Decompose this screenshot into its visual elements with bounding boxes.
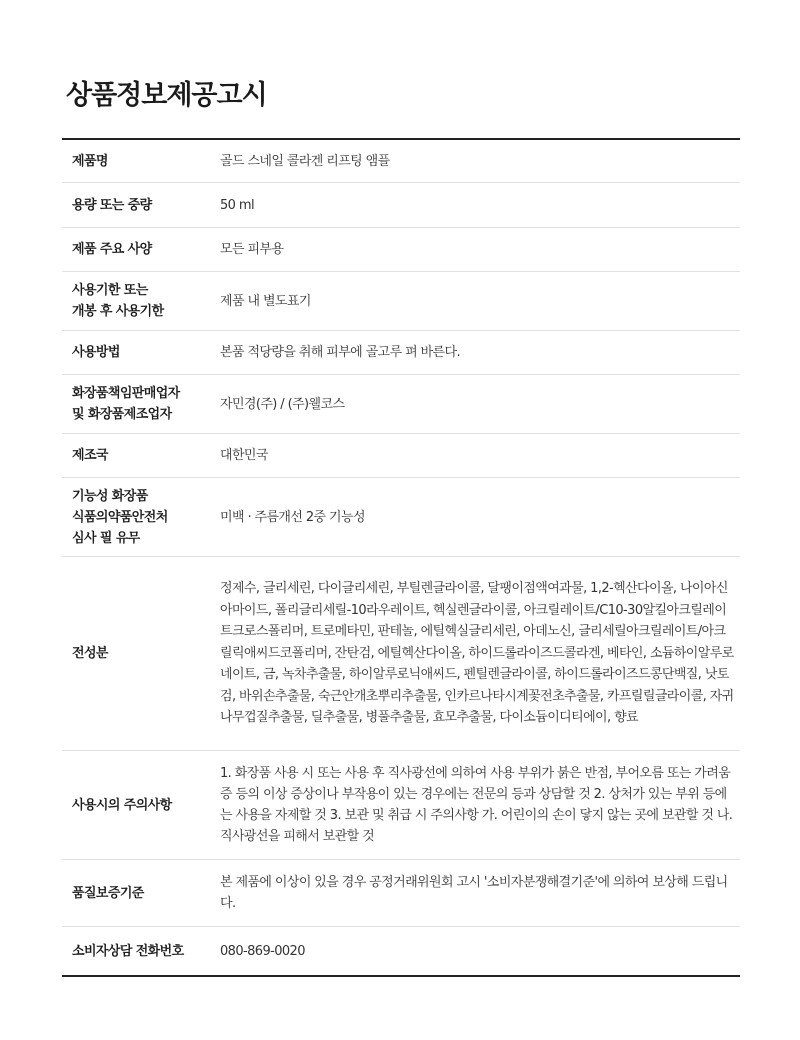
table-row-country — [62, 434, 740, 478]
row-value: 골드 스네일 콜라겐 리프팅 앰플 — [220, 153, 390, 169]
product-info-table — [62, 138, 740, 977]
table-row-precautions — [62, 751, 740, 860]
table-row-functional — [62, 478, 740, 557]
row-label: 사용시의 주의사항 — [72, 797, 172, 813]
row-value: 정제수, 글리세린, 다이글리세린, 부틸렌글라이콜, 달팽이점액여과물, 1,2-헥산다이올, 나이아신아마이드, 폴리글리세릴-10라우레이트, 헥실렌글라이콜, 아크릴레이트/C10-30알킬아크릴레이트크로스폴리머, 트로메타민, 판테놀, 에틸헥실글리세린, 아데노신, 글리세릴아크릴레이트/아크릴릭애씨드코폴리머, 잔탄검, 에틸헥산다이올, 하이드롤라이즈드콜라겐, 베타인, 소듐하이알루로네이트, 금, 녹차추출물, 하이알루로닉애씨드, 펜틸렌글라이콜, 하이드롤라이즈드콩단백질, 낫토검, 바위손추출물, 숙근안개초뿌리추출물, 인카르나타시계꽃전초추출물, 카프릴릴글라이콜, 자귀나무껍질추출물, 딜추출물, 병풀추출물, 효모추출물, 다이소듐이디티에이, 향료 — [220, 581, 734, 726]
row-label: 품질보증기준 — [72, 885, 144, 901]
table-row-quality — [62, 860, 740, 927]
page-title: 상품정보제공고시 — [66, 80, 267, 111]
row-value: 대한민국 — [220, 448, 268, 463]
table-row-expiry — [62, 272, 740, 331]
row-value: 080-869-0020 — [220, 943, 305, 959]
row-value: 본 제품에 이상이 있을 경우 공정거래위원회 고시 '소비자분쟁해결기준'에 의하여 보상해 드립니다. — [220, 875, 728, 911]
row-value: 제품 내 별도표기 — [220, 293, 311, 309]
row-value: 본품 적당량을 취해 피부에 골고루 펴 바른다. — [220, 345, 460, 360]
row-label: 기능성 화장품 식품의약품안전처 심사 필 유무 — [72, 488, 168, 546]
row-label: 용량 또는 중량 — [72, 197, 152, 213]
row-value: 자민경(주) / (주)웰코스 — [220, 396, 345, 412]
table-row-contact — [62, 927, 740, 975]
table-row-usage — [62, 331, 740, 375]
table-row-spec — [62, 228, 740, 272]
row-label: 소비자상담 전화번호 — [72, 943, 184, 959]
row-value: 모든 피부용 — [220, 242, 284, 257]
table-row-manufacturer — [62, 375, 740, 434]
table-row-ingredients — [62, 557, 740, 751]
row-label: 제품명 — [72, 153, 108, 169]
row-label: 제조국 — [72, 448, 108, 463]
table-row-volume — [62, 183, 740, 228]
row-label: 사용방법 — [72, 345, 120, 360]
row-label: 전성분 — [72, 646, 108, 661]
row-value: 50 ml — [220, 197, 254, 213]
row-label: 사용기한 또는 개봉 후 사용기한 — [72, 283, 164, 319]
row-value: 미백 · 주름개선 2중 기능성 — [220, 509, 365, 525]
row-label: 제품 주요 사양 — [72, 242, 152, 257]
table-row-product-name — [62, 140, 740, 183]
row-label: 화장품책임판매업자 및 화장품제조업자 — [72, 386, 180, 422]
row-value: 1. 화장품 사용 시 또는 사용 후 직사광선에 의하여 사용 부위가 붉은 반점, 부어오름 또는 가려움증 등의 이상 증상이나 부작용이 있는 경우에는 전문의 등과 상담할 것 2. 상처가 있는 부위 등에는 사용을 자제할 것 3. 보관 및 취급 시 주의사항 가. 어린이의 손이 닿지 않는 곳에 보관할 것 나. 직사광선을 피해서 보관할 것 — [220, 766, 733, 844]
